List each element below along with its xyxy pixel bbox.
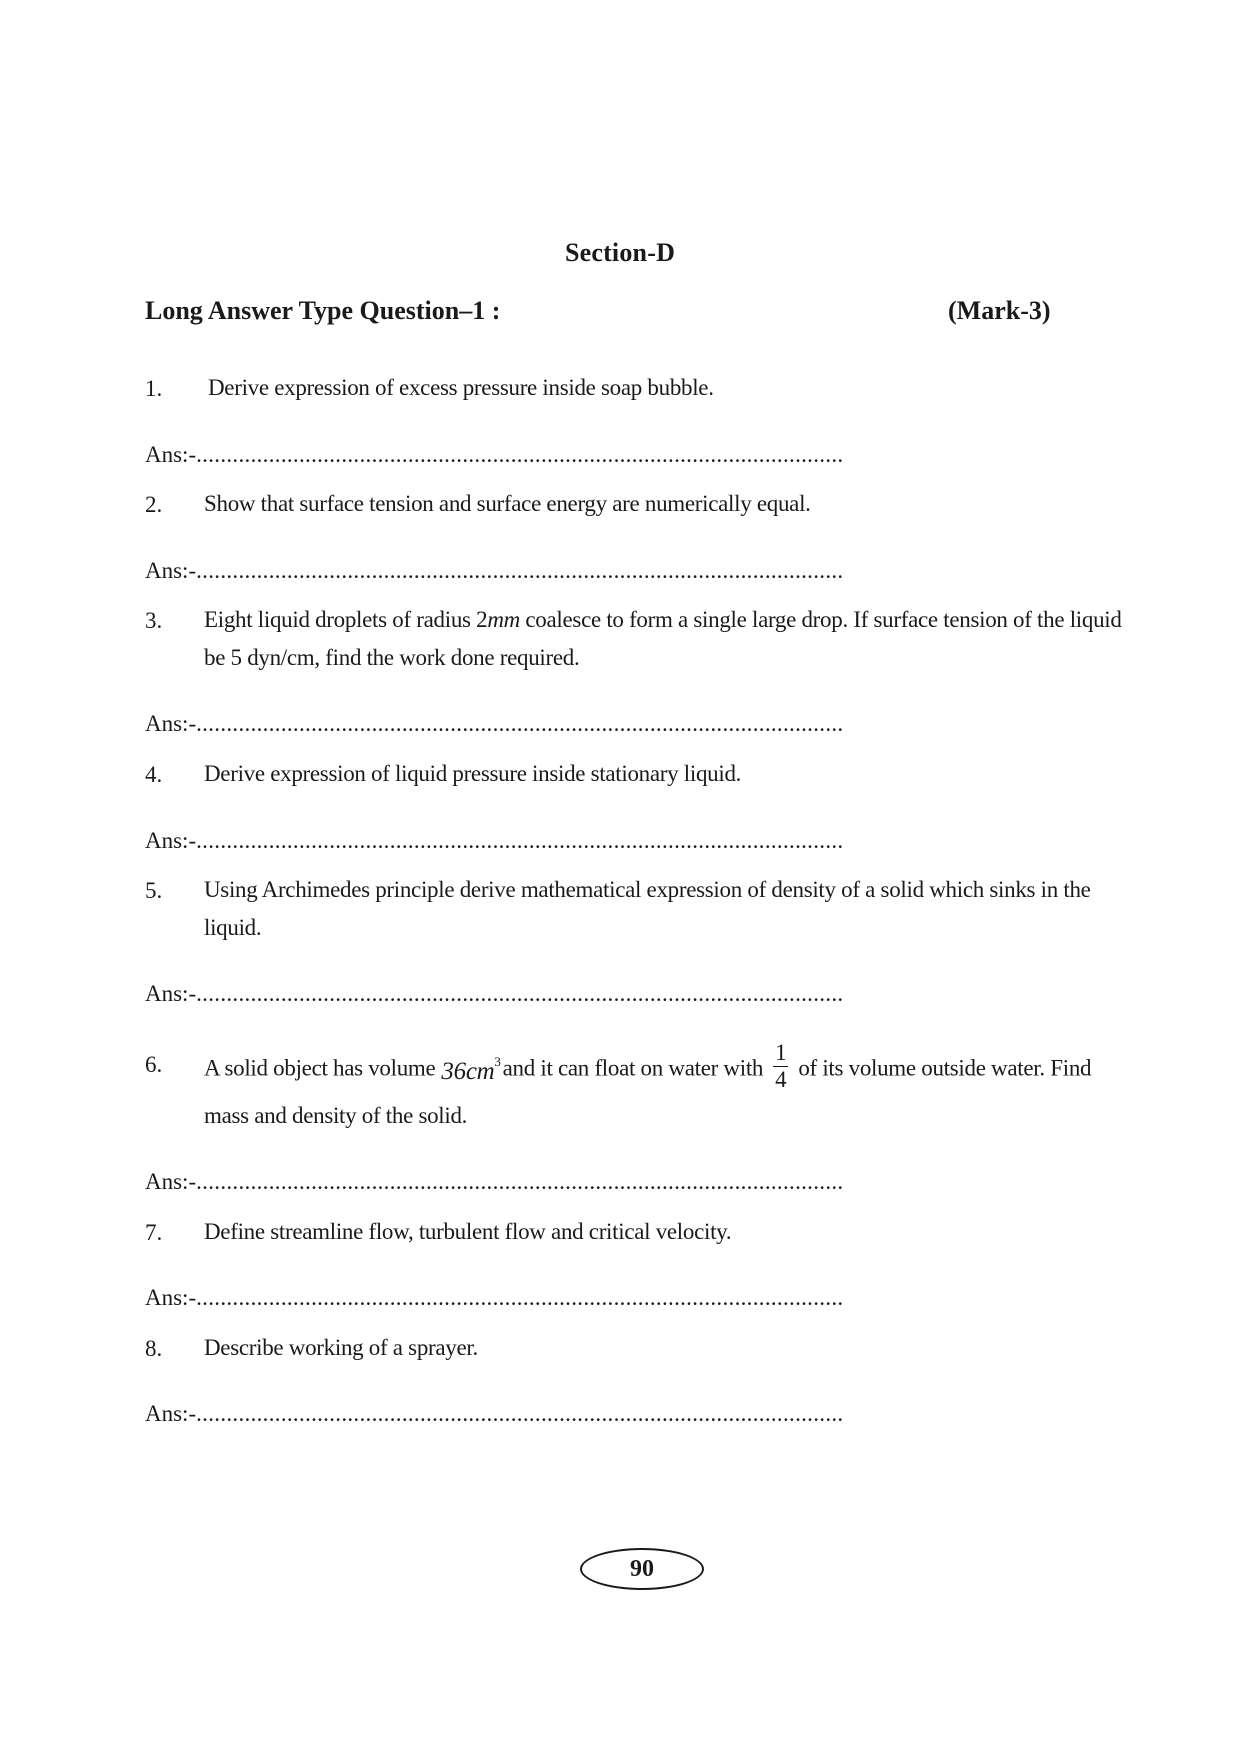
answer-dots: ........................................................................................................... <box>196 1169 844 1194</box>
answer-line <box>145 981 885 1007</box>
answer-label: Ans:- <box>145 711 197 736</box>
marks-label: (Mark-3) <box>948 296 1051 325</box>
answer-dots: ........................................................................................................... <box>196 981 844 1006</box>
question-text: Describe working of a sprayer. <box>204 1335 478 1360</box>
question-text: Show that surface tension and surface energy are numerically equal. <box>204 491 811 516</box>
question-number: 4. <box>145 762 163 787</box>
question-number: 1. <box>145 376 163 401</box>
fraction-one-quarter: $\frac{1}{4}$ <box>775 1039 787 1092</box>
section-title: Section-D <box>564 238 676 267</box>
answer-line <box>145 1285 885 1311</box>
answer-line <box>145 828 885 854</box>
page-number: 90 <box>580 1548 704 1590</box>
question-number: 8. <box>145 1336 163 1361</box>
answer-dots: ........................................................................................................... <box>196 828 844 853</box>
volume-expression: $36cm^3$ <box>441 1054 501 1086</box>
question-number: 5. <box>145 878 163 903</box>
answer-dots: ........................................................................................................... <box>196 442 844 467</box>
question-number: 2. <box>145 492 163 517</box>
answer-dots: ........................................................................................................... <box>196 1285 844 1310</box>
answer-label: Ans:- <box>145 1169 197 1194</box>
answer-label: Ans:- <box>145 1401 197 1426</box>
answer-line <box>145 442 885 468</box>
answer-label: Ans:- <box>145 1285 197 1310</box>
question-text: A solid object has volume $36cm^3and$ it can float on water with $\frac{1}{4}$ of its volume outside water. Find <box>204 1039 1092 1092</box>
answer-line <box>145 1169 885 1195</box>
answer-line <box>145 558 885 584</box>
answer-dots: ........................................................................................................... <box>196 1401 844 1426</box>
answer-dots: ........................................................................................................... <box>196 558 844 583</box>
answer-label: Ans:- <box>145 442 197 467</box>
answer-label: Ans:- <box>145 558 197 583</box>
answer-line <box>145 1401 885 1427</box>
question-number: 3. <box>145 608 163 633</box>
answer-label: Ans:- <box>145 828 197 853</box>
question-type-heading: Long Answer Type Question–1 : <box>145 296 501 325</box>
question-text: Using Archimedes principle derive mathematical expression of density of a solid which sinks in the liquid. <box>204 877 1091 940</box>
question-text: Derive expression of liquid pressure inside stationary liquid. <box>204 761 742 786</box>
question-number: 7. <box>145 1220 163 1245</box>
question-text-continued: mass and density of the solid. <box>204 1103 468 1128</box>
question-text: Define streamline flow, turbulent flow and critical velocity. <box>204 1219 732 1244</box>
answer-line <box>145 711 885 737</box>
answer-label: Ans:- <box>145 981 197 1006</box>
question-number: 6. <box>145 1052 163 1077</box>
question-text: Eight liquid droplets of radius 2mm coalesce to form a single large drop. If surface tension of the liquid be 5 dyn/cm, find the work done required. <box>204 607 1122 670</box>
question-text: Derive expression of excess pressure inside soap bubble. <box>208 375 714 400</box>
answer-dots: ........................................................................................................... <box>196 711 844 736</box>
